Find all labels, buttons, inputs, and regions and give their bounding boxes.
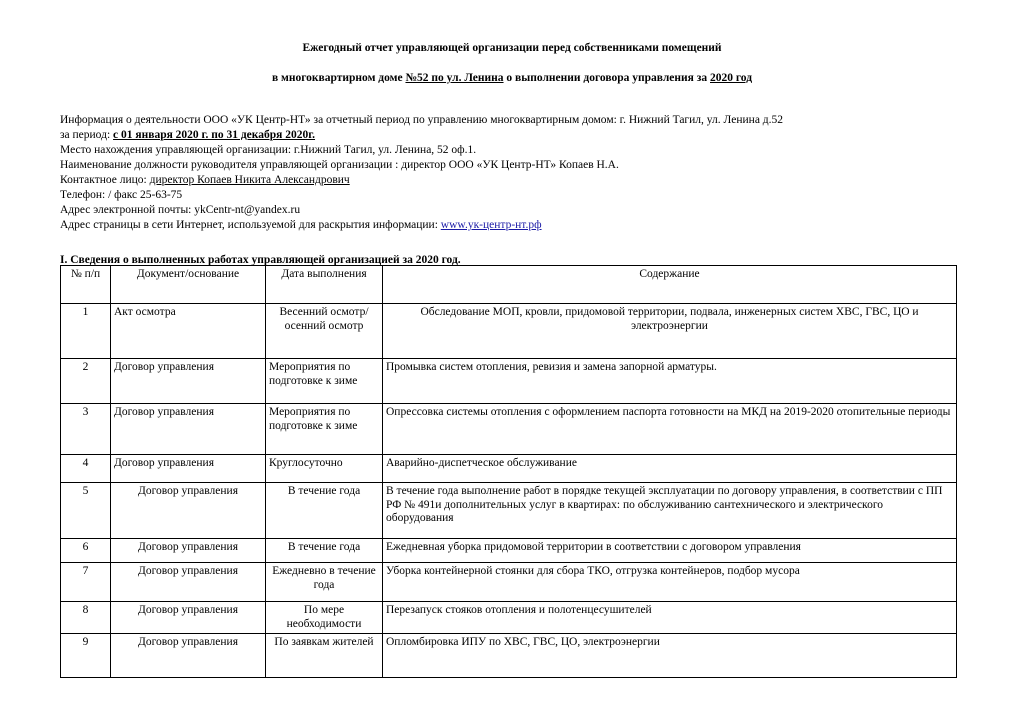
website-link[interactable]: www.ук-центр-нт.рф [440, 219, 542, 231]
info-contact [60, 173, 783, 188]
report-title: Ежегодный отчет управляющей организации перед собственниками помещений [302, 42, 722, 54]
cell-document: Договор управления [111, 539, 266, 563]
cell-document: Договор управления [111, 404, 266, 455]
report-subtitle [0, 72, 1024, 84]
cell-content: Обследование МОП, кровли, придомовой территории, подвала, инженерных систем ХВС, ГВС, ЦО и электроэнергии [383, 304, 957, 359]
cell-document: Акт осмотра [111, 304, 266, 359]
cell-content: Опломбировка ИПУ по ХВС, ГВС, ЦО, электроэнергии [383, 634, 957, 678]
cell-num: 1 [61, 304, 111, 359]
cell-date: В течение года [266, 483, 383, 539]
cell-num: 8 [61, 602, 111, 634]
subtitle-middle: о выполнении договора управления за [503, 72, 710, 84]
header-document: Документ/основание [111, 266, 266, 304]
cell-content: В течение года выполнение работ в порядке текущей эксплуатации по договору управления, в соответствии с ПП РФ № 491и дополнительных услуг в квартирах: по обслуживанию сантехнического и электрического оборудования [383, 483, 957, 539]
header-num: № п/п [61, 266, 111, 304]
subtitle-year: 2020 год [710, 72, 753, 84]
cell-document: Договор управления [111, 483, 266, 539]
cell-num: 7 [61, 563, 111, 602]
cell-date: Ежедневно в течение года [266, 563, 383, 602]
cell-document: Договор управления [111, 359, 266, 404]
cell-content: Промывка систем отопления, ревизия и замена запорной арматуры. [383, 359, 957, 404]
website-label: Адрес страницы в сети Интернет, используемой для раскрытия информации: [60, 219, 441, 231]
info-director: Наименование должности руководителя управляющей организации : директор ООО «УК Центр-НТ» Копаев Н.А. [60, 159, 619, 171]
section-title: I. Сведения о выполненных работах управляющей организацией за 2020 год. [60, 254, 461, 266]
cell-content: Уборка контейнерной стоянки для сбора ТКО, отгрузка контейнеров, подбор мусора [383, 563, 957, 602]
table-row [61, 483, 957, 539]
cell-document: Договор управления [111, 602, 266, 634]
cell-document: Договор управления [111, 563, 266, 602]
cell-num: 5 [61, 483, 111, 539]
cell-content: Перезапуск стояков отопления и полотенцесушителей [383, 602, 957, 634]
table-row [61, 404, 957, 455]
table-row [61, 304, 957, 359]
cell-date: В течение года [266, 539, 383, 563]
subtitle-prefix: в многоквартирном доме [271, 72, 406, 84]
works-table [60, 265, 957, 678]
info-email: Адрес электронной почты: ykCentr-nt@yandex.ru [60, 204, 301, 216]
cell-document: Договор управления [111, 634, 266, 678]
cell-num: 9 [61, 634, 111, 678]
table-row [61, 539, 957, 563]
info-period [60, 128, 783, 143]
table-row [61, 359, 957, 404]
table-row [61, 563, 957, 602]
table-header-row [61, 266, 957, 304]
cell-num: 3 [61, 404, 111, 455]
cell-content: Ежедневная уборка придомовой территории в соответствии с договором управления [383, 539, 957, 563]
info-phone: Телефон: / факс 25-63-75 [60, 189, 183, 201]
subtitle-address: №52 по ул. Ленина [405, 72, 504, 84]
info-activity: Информация о деятельности ООО «УК Центр-НТ» за отчетный период по управлению многоквартирным домом: г. Нижний Тагил, ул. Ленина д.52 [60, 114, 784, 126]
contact-value: директор Копаев Никита Александрович [149, 174, 350, 186]
period-value: с 01 января 2020 г. по 31 декабря 2020г. [113, 129, 316, 141]
header-content: Содержание [383, 266, 957, 304]
table-row [61, 602, 957, 634]
cell-date: Круглосуточно [266, 455, 383, 483]
cell-date: По заявкам жителей [266, 634, 383, 678]
info-website [60, 218, 783, 233]
cell-num: 6 [61, 539, 111, 563]
info-location: Место нахождения управляющей организации: г.Нижний Тагил, ул. Ленина, 52 оф.1. [60, 144, 477, 156]
cell-date: Мероприятия по подготовке к зиме [266, 359, 383, 404]
cell-num: 4 [61, 455, 111, 483]
period-label: за период: [60, 129, 114, 141]
cell-content: Аварийно-диспетческое обслуживание [383, 455, 957, 483]
table-row [61, 455, 957, 483]
table-row [61, 634, 957, 678]
cell-date: Мероприятия по подготовке к зиме [266, 404, 383, 455]
organization-info [60, 113, 783, 233]
header-date: Дата выполнения [266, 266, 383, 304]
cell-date: По мере необходимости [266, 602, 383, 634]
cell-num: 2 [61, 359, 111, 404]
cell-document: Договор управления [111, 455, 266, 483]
cell-date: Весенний осмотр/осенний осмотр [266, 304, 383, 359]
cell-content: Опрессовка системы отопления с оформлением паспорта готовности на МКД на 2019-2020 отопительные периоды [383, 404, 957, 455]
contact-label: Контактное лицо: [60, 174, 150, 186]
